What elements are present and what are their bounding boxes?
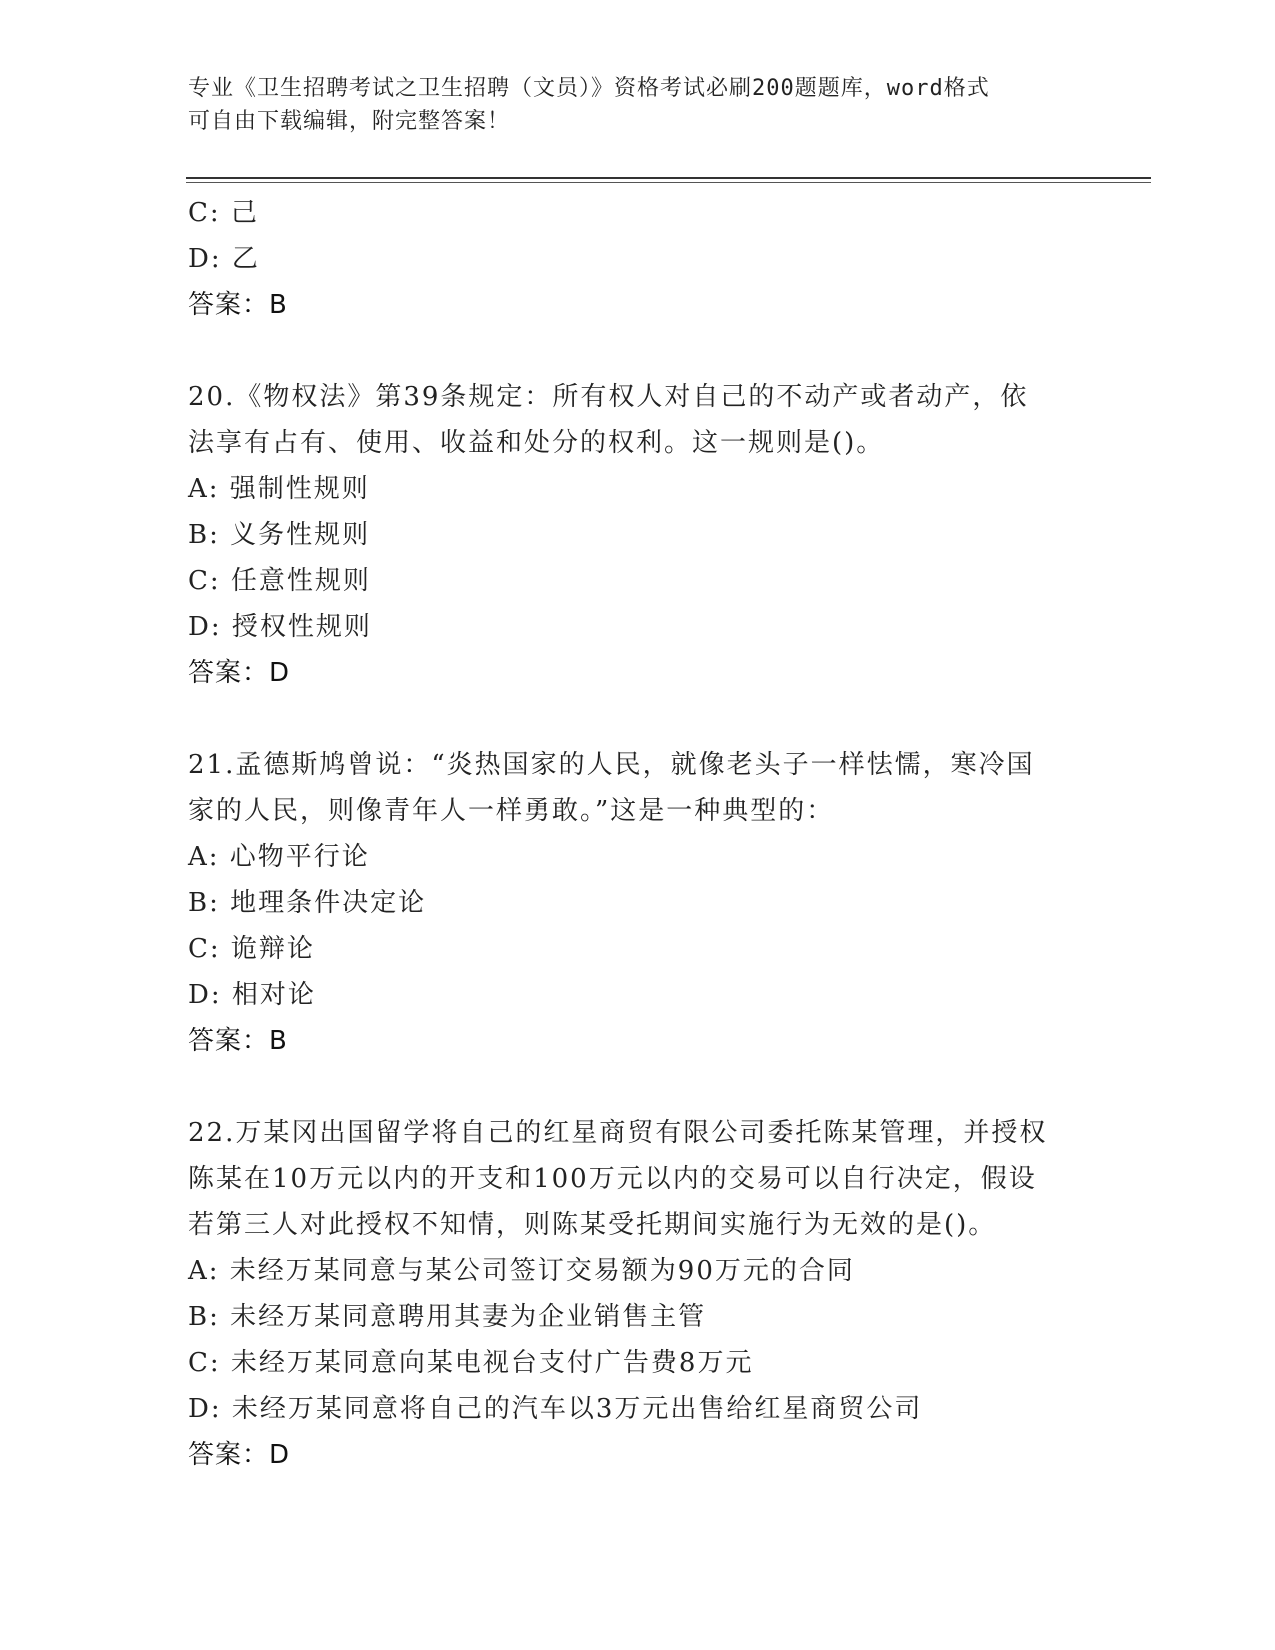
option-d: D: 相对论 — [188, 980, 316, 1010]
header-divider — [186, 177, 1151, 179]
option-b: B: 地理条件决定论 — [188, 888, 427, 918]
spacer — [188, 1064, 1088, 1110]
option-b: B: 未经万某同意聘用其妻为企业销售主管 — [188, 1302, 707, 1332]
option-a: A: 强制性规则 — [188, 474, 370, 504]
option-b: B: 义务性规则 — [188, 520, 371, 550]
spacer — [188, 328, 1088, 374]
option-a: A: 未经万某同意与某公司签订交易额为90万元的合同 — [188, 1256, 855, 1286]
option-c: C: 任意性规则 — [188, 566, 371, 596]
question-text: 21.孟德斯鸠曾说：“炎热国家的人民，就像老头子一样怯懦，寒冷国 — [188, 750, 1035, 780]
answer-line: 答案：D — [188, 658, 291, 688]
answer-line: 答案：B — [188, 290, 288, 320]
option-c: C: 诡辩论 — [188, 934, 315, 964]
question-text: 家的人民，则像青年人一样勇敢。”这是一种典型的： — [188, 796, 835, 826]
question-19-tail — [188, 190, 1088, 328]
question-text: 20.《物权法》第39条规定：所有权人对自己的不动产或者动产，依 — [188, 382, 1029, 412]
option-d: D: 乙 — [188, 244, 260, 274]
option-c: C: 己 — [188, 198, 259, 228]
answer-line: 答案：B — [188, 1026, 288, 1056]
option-d: D: 未经万某同意将自己的汽车以3万元出售给红星商贸公司 — [188, 1394, 923, 1424]
option-d: D: 授权性规则 — [188, 612, 372, 642]
option-c: C: 未经万某同意向某电视台支付广告费8万元 — [188, 1348, 754, 1378]
option-a: A: 心物平行论 — [188, 842, 370, 872]
question-text: 法享有占有、使用、收益和处分的权利。这一规则是()。 — [188, 428, 885, 458]
header-divider-thin — [186, 182, 1151, 183]
answer-line: 答案：D — [188, 1440, 291, 1470]
question-20 — [188, 374, 1088, 696]
question-21 — [188, 742, 1088, 1064]
question-list — [188, 190, 1088, 1478]
question-22 — [188, 1110, 1088, 1478]
question-text: 若第三人对此授权不知情，则陈某受托期间实施行为无效的是()。 — [188, 1210, 997, 1240]
question-text: 陈某在10万元以内的开支和100万元以内的交易可以自行决定，假设 — [188, 1164, 1037, 1194]
page-header — [188, 72, 1088, 138]
question-text: 22.万某冈出国留学将自己的红星商贸有限公司委托陈某管理，并授权 — [188, 1118, 1048, 1148]
header-line-2: 可自由下载编辑，附完整答案！ — [188, 109, 511, 134]
header-line-1: 专业《卫生招聘考试之卫生招聘（文员）》资格考试必刷200题题库，word格式 — [188, 76, 990, 101]
spacer — [188, 696, 1088, 742]
